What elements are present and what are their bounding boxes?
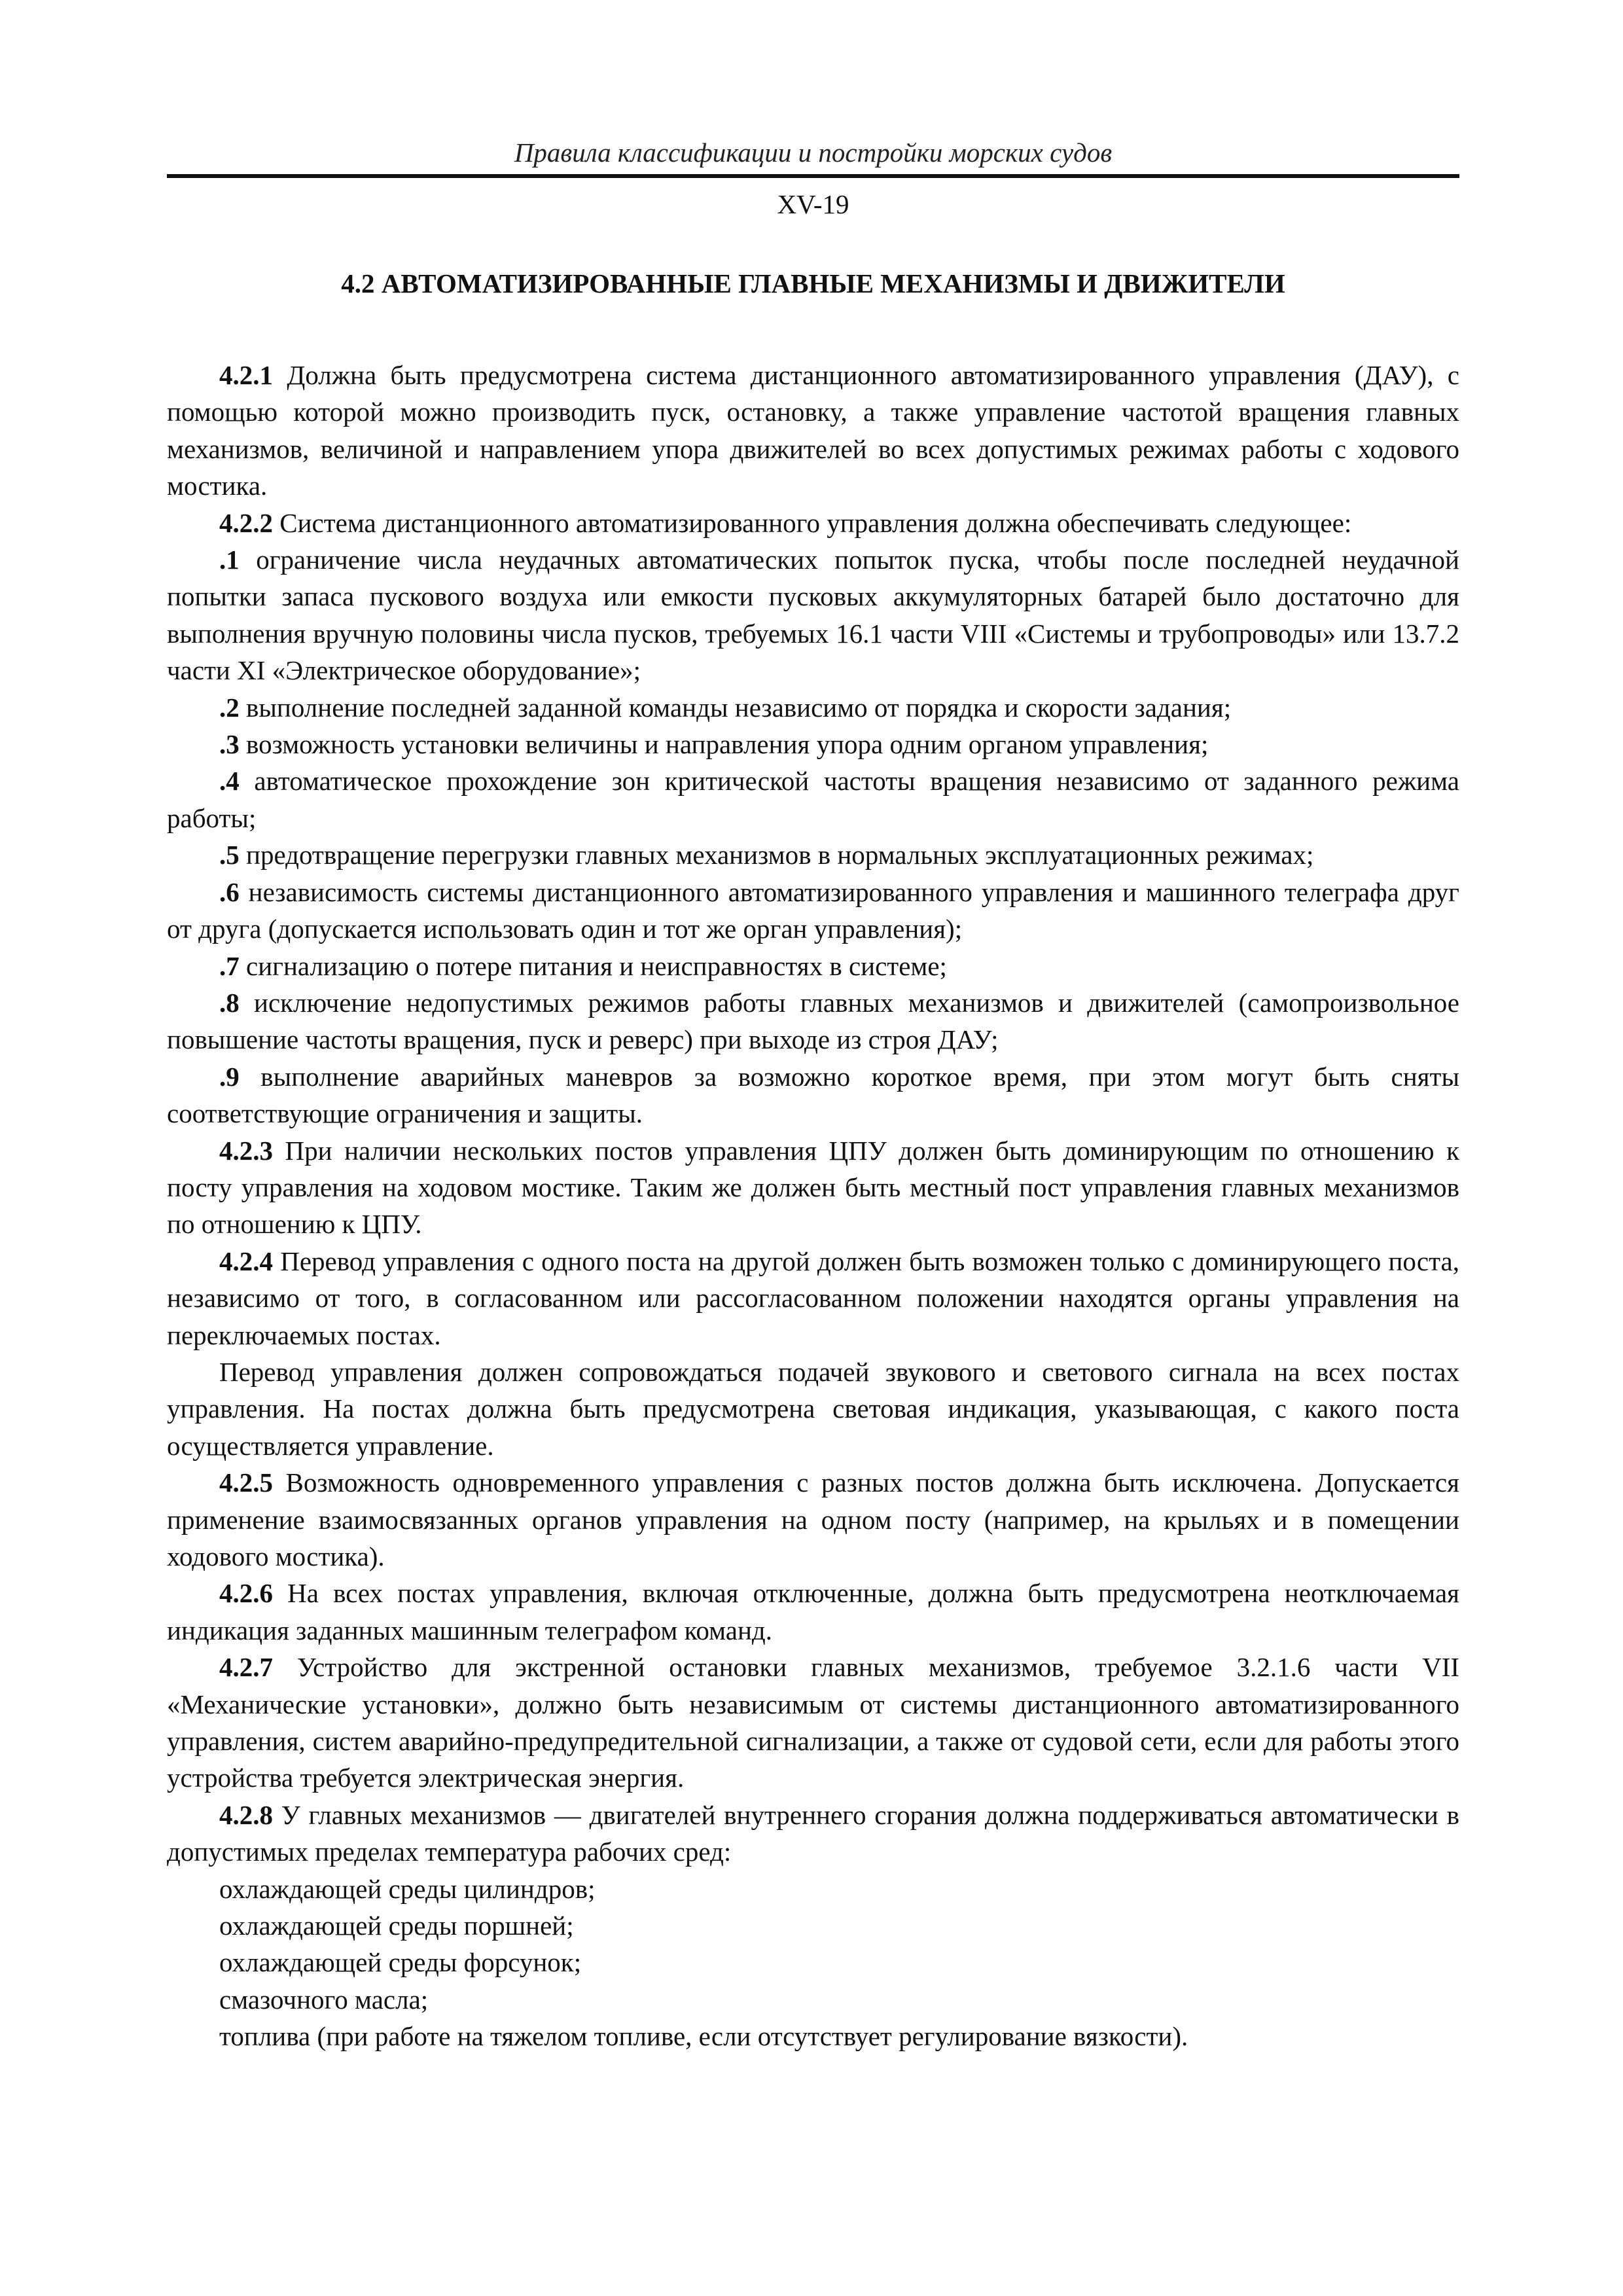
list-item-7	[167, 948, 1459, 984]
list-item-8	[167, 984, 1459, 1058]
list-item-6	[167, 874, 1459, 948]
item-text: возможность установки величины и направления упора одним органом управления;	[239, 729, 1209, 760]
item-number: .1	[219, 545, 240, 575]
paragraph-number: 4.2.7	[219, 1652, 273, 1683]
paragraph-text: Должна быть предусмотрена система дистанционного автоматизированного управления (ДАУ), с помощью которой можно производить пуск, остановку, а также управление частотой вращения главных механизмов, величиной и направлением упора движителей во всех допустимых режимах работы с ходового мостика.	[167, 360, 1459, 501]
paragraph-number: 4.2.8	[219, 1799, 273, 1830]
paragraph-4-2-4-continued	[167, 1354, 1459, 1464]
paragraph-4-2-3	[167, 1132, 1459, 1243]
paragraph-text: У главных механизмов — двигателей внутреннего сгорания должна поддерживаться автоматически в допустимых пределах температура рабочих сред:	[167, 1799, 1459, 1867]
list-item: охлаждающей среды форсунок;	[219, 1947, 582, 1978]
header-rule	[167, 174, 1459, 178]
list-item: охлаждающей среды поршней;	[219, 1910, 574, 1941]
item-text: ограничение числа неудачных автоматических попыток пуска, чтобы после последней неудачной попытки запаса пускового воздуха или емкости пусковых аккумуляторных батарей было достаточно для выполнения вручную половины числа пусков, требуемых 16.1 части VIII «Системы и трубопроводы» или 13.7.2 части XI «Электрическое оборудование»;	[167, 545, 1459, 686]
paragraph-4-2-1	[167, 357, 1459, 505]
paragraph-text: Система дистанционного автоматизированного управления должна обеспечивать следующее:	[273, 507, 1352, 538]
item-text: автоматическое прохождение зон критической частоты вращения независимо от заданного режима работы;	[167, 766, 1459, 833]
paragraph-text: Возможность одновременного управления с разных постов должна быть исключена. Допускается применение взаимосвязанных органов управления на одном посту (например, на крыльях и в помещении ходового мостика).	[167, 1467, 1459, 1571]
item-number: .6	[219, 876, 240, 907]
list-item-5	[167, 836, 1459, 873]
section-title: 4.2 АВТОМАТИЗИРОВАННЫЕ ГЛАВНЫЕ МЕХАНИЗМЫ И ДВИЖИТЕЛИ	[341, 268, 1285, 298]
list-item: охлаждающей среды цилиндров;	[219, 1873, 596, 1904]
item-number: .5	[219, 840, 240, 870]
item-number: .4	[219, 766, 240, 797]
item-text: выполнение аварийных маневров за возможно короткое время, при этом могут быть сняты соответствующие ограничения и защиты.	[167, 1061, 1459, 1129]
document-body	[167, 357, 1459, 2055]
paragraph-number: 4.2.5	[219, 1467, 273, 1498]
item-number: .9	[219, 1061, 240, 1092]
item-number: .8	[219, 987, 240, 1018]
list-item-3	[167, 726, 1459, 762]
paragraph-4-2-5	[167, 1464, 1459, 1575]
running-header: Правила классификации и постройки морских судов	[514, 137, 1113, 168]
paragraph-number: 4.2.1	[219, 360, 273, 390]
item-text: независимость системы дистанционного автоматизированного управления и машинного телеграфа друг от друга (допускается использовать один и тот же орган управления);	[167, 876, 1459, 944]
item-text: сигнализацию о потере питания и неисправностях в системе;	[239, 950, 947, 981]
paragraph-number: 4.2.4	[219, 1246, 273, 1276]
item-text: выполнение последней заданной команды независимо от порядка и скорости задания;	[239, 692, 1232, 723]
list-item-9	[167, 1058, 1459, 1132]
paragraph-4-2-7	[167, 1649, 1459, 1797]
item-number: .7	[219, 950, 240, 981]
paragraph-text: На всех постах управления, включая отключенные, должна быть предусмотрена неотключаемая индикация заданных машинным телеграфом команд.	[167, 1578, 1459, 1645]
item-text: предотвращение перегрузки главных механизмов в нормальных эксплуатационных режимах;	[239, 840, 1314, 870]
list-item: смазочного масла;	[219, 1984, 429, 2015]
list-item-4	[167, 762, 1459, 836]
paragraph-number: 4.2.2	[219, 507, 273, 538]
paragraph-4-2-6	[167, 1575, 1459, 1649]
paragraph-text: Перевод управления должен сопровождаться подачей звукового и светового сигнала на всех постах управления. На постах должна быть предусмотрена световая индикация, указывающая, с какого поста осуществляется управление.	[167, 1356, 1459, 1461]
paragraph-text: Устройство для экстренной остановки главных механизмов, требуемое 3.2.1.6 части VII «Механические установки», должно быть независимым от системы дистанционного автоматизированного управления, систем аварийно-предупредительной сигнализации, а также от судовой сети, если для работы этого устройства требуется электрическая энергия.	[167, 1652, 1459, 1793]
paragraph-number: 4.2.3	[219, 1135, 273, 1166]
paragraph-4-2-2	[167, 505, 1459, 541]
paragraph-number: 4.2.6	[219, 1578, 273, 1609]
paragraph-text: Перевод управления с одного поста на другой должен быть возможен только с доминирующего поста, независимо от того, в согласованном или рассогласованном положении находятся органы управления на переключаемых постах.	[167, 1246, 1459, 1350]
paragraph-text: При наличии нескольких постов управления ЦПУ должен быть доминирующим по отношению к посту управления на ходовом мостике. Таким же должен быть местный пост управления главных механизмов по отношению к ЦПУ.	[167, 1135, 1459, 1240]
paragraph-4-2-8	[167, 1797, 1459, 1871]
item-text: исключение недопустимых режимов работы главных механизмов и движителей (самопроизвольное повышение частоты вращения, пуск и реверс) при выходе из строя ДАУ;	[167, 987, 1459, 1055]
list-item-1	[167, 541, 1459, 689]
list-item: топлива (при работе на тяжелом топливе, если отсутствует регулирование вязкости).	[219, 2021, 1188, 2052]
page-number: XV-19	[777, 189, 849, 219]
item-number: .2	[219, 692, 240, 723]
paragraph-4-2-4	[167, 1243, 1459, 1354]
list-item-2	[167, 689, 1459, 726]
item-number: .3	[219, 729, 240, 760]
